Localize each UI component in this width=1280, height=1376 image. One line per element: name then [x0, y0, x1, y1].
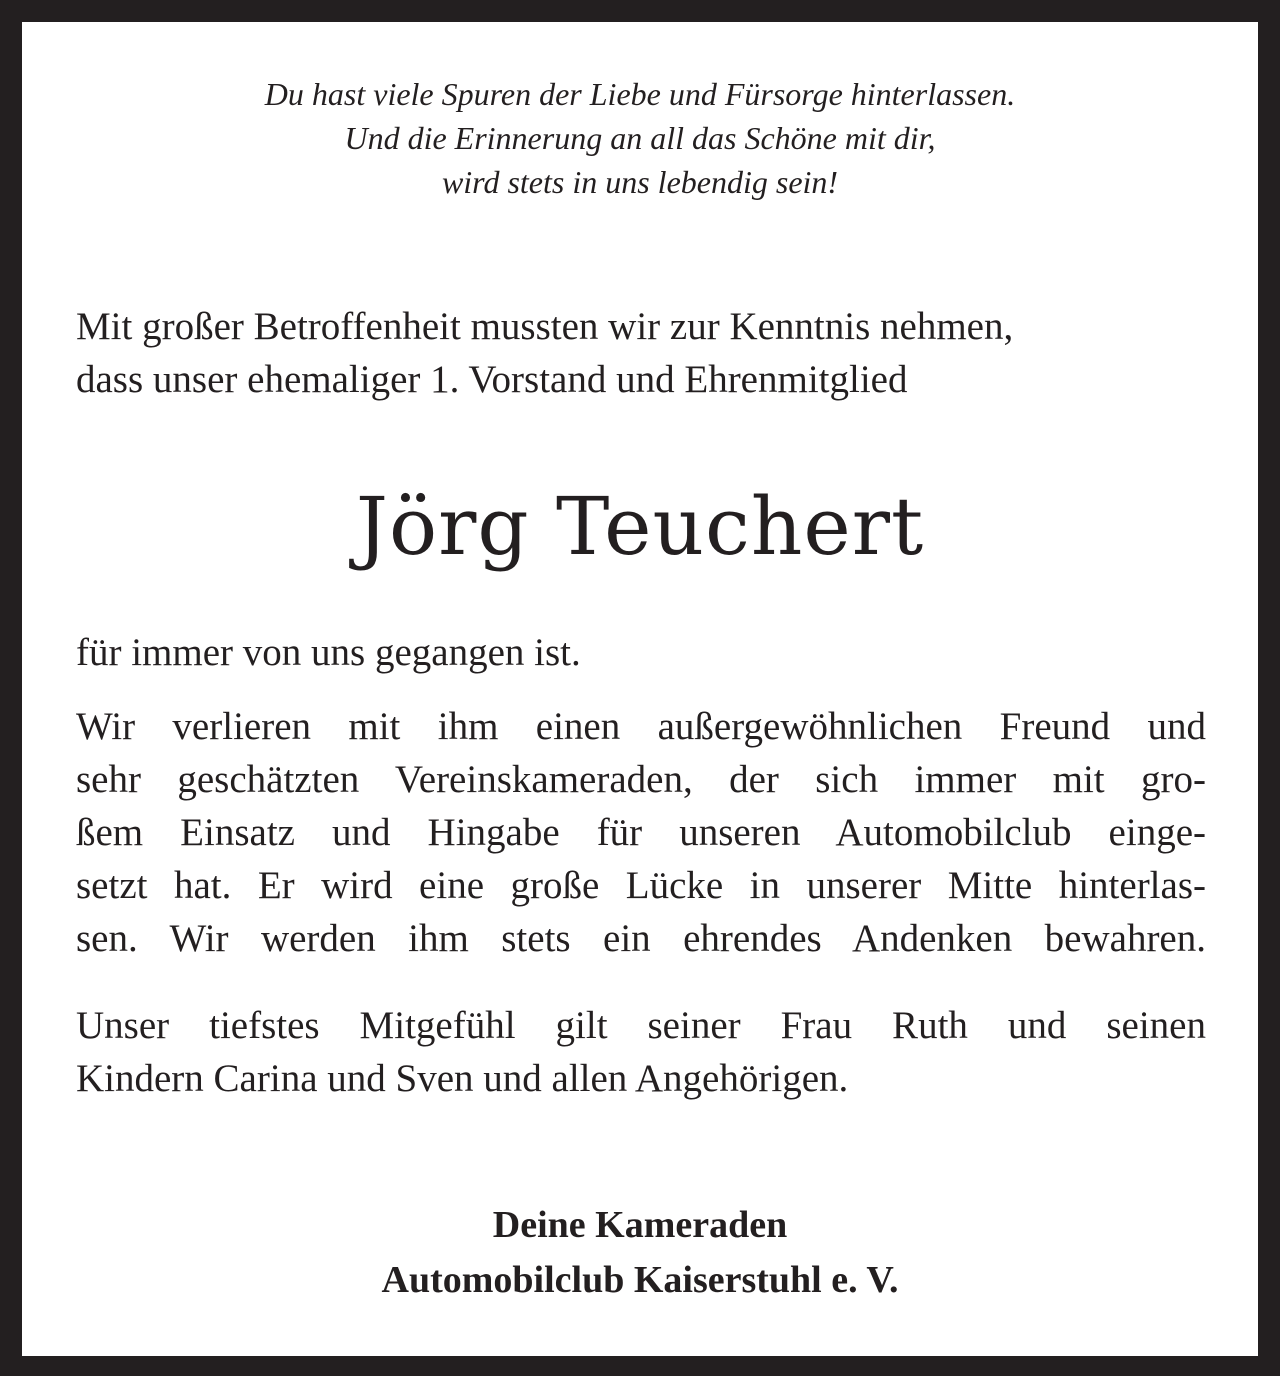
paragraph-line: Kindern Carina und Sven und allen Angehörigen.	[76, 1057, 849, 1100]
paragraph-line: Wir verlieren mit ihm einen außergewöhnlichen Freund und	[76, 705, 1206, 748]
paragraph-line: Unser tiefstes Mitgefühl gilt seiner Frau Ruth und seinen	[76, 1004, 1206, 1047]
obituary-notice	[22, 22, 1258, 1356]
paragraph-line: sehr geschätzten Vereinskameraden, der sich immer mit gro-	[76, 758, 1206, 801]
signature-line: Automobilclub Kaiserstuhl e. V.	[381, 1259, 899, 1301]
tribute-paragraph	[76, 700, 1206, 965]
intro-line: dass unser ehemaliger 1. Vorstand und Ehrenmitglied	[76, 358, 908, 401]
signature-block	[22, 1198, 1258, 1308]
motto-line: Und die Erinnerung an all das Schöne mit dir,	[344, 120, 936, 156]
paragraph-line: für immer von uns gegangen ist.	[76, 631, 581, 674]
deceased-name: Jörg Teuchert	[355, 480, 925, 573]
motto-line: Du hast viele Spuren der Liebe und Fürsorge hinterlassen.	[264, 76, 1016, 112]
passing-paragraph	[76, 626, 1206, 679]
intro-text	[76, 300, 1206, 406]
paragraph-line: sen. Wir werden ihm stets ein ehrendes Andenken bewahren.	[76, 917, 1206, 960]
intro-line: Mit großer Betroffenheit mussten wir zur Kenntnis nehmen,	[76, 305, 1014, 348]
paragraph-line: setzt hat. Er wird eine große Lücke in unserer Mitte hinterlas-	[76, 864, 1206, 907]
paragraph-line: ßem Einsatz und Hingabe für unseren Automobilclub einge-	[76, 811, 1206, 854]
condolence-paragraph	[76, 999, 1206, 1105]
signature-line: Deine Kameraden	[492, 1204, 788, 1246]
motto-line: wird stets in uns lebendig sein!	[441, 164, 839, 200]
memorial-motto	[22, 72, 1258, 204]
